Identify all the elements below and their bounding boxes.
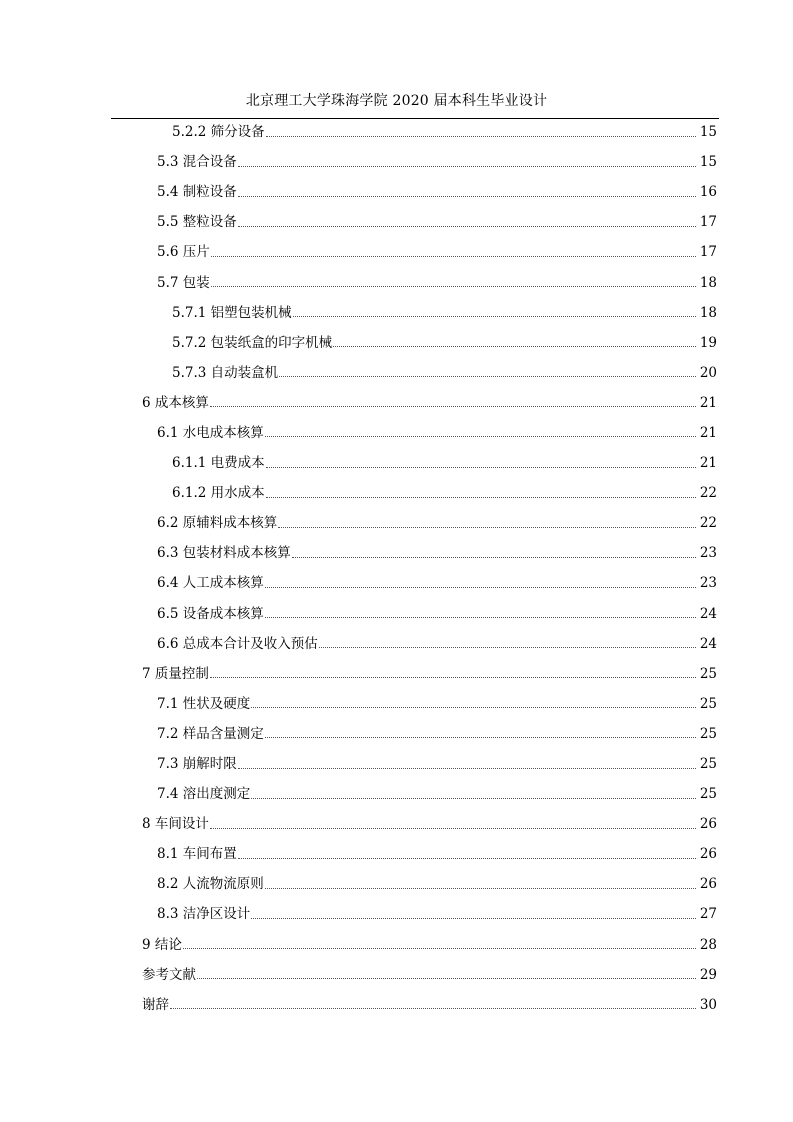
- toc-dot-leader: [238, 754, 696, 769]
- toc-entry[interactable]: [0, 629, 793, 659]
- toc-entry-title: 7.3 崩解时限: [157, 756, 237, 773]
- toc-page-number: 18: [699, 274, 717, 291]
- toc-dot-leader: [265, 603, 696, 618]
- toc-dot-leader: [293, 302, 696, 317]
- toc-entry-title: 5.7.1 铝塑包装机械: [172, 304, 292, 321]
- toc-dot-leader: [251, 904, 696, 919]
- toc-entry-title: 6.5 设备成本核算: [157, 605, 264, 622]
- toc-page-number: 22: [699, 485, 717, 502]
- toc-page-number: 17: [699, 244, 717, 261]
- toc-entry[interactable]: [0, 659, 793, 689]
- toc-entry-title: 5.5 整粒设备: [157, 214, 237, 231]
- toc-entry-title: 谢辞: [142, 996, 169, 1013]
- toc-entry[interactable]: [0, 538, 793, 568]
- toc-entry-title: 5.7.3 自动装盒机: [172, 364, 279, 381]
- toc-dot-leader: [266, 483, 696, 498]
- toc-page-number: 26: [699, 846, 717, 863]
- toc-dot-leader: [197, 964, 696, 979]
- toc-dot-leader: [238, 844, 696, 859]
- toc-dot-leader: [333, 332, 696, 347]
- toc-entry[interactable]: [0, 899, 793, 929]
- toc-page-number: 24: [699, 635, 717, 652]
- toc-page-number: 25: [699, 665, 717, 682]
- toc-entry[interactable]: [0, 418, 793, 448]
- toc-entry[interactable]: [0, 749, 793, 779]
- toc-page-number: 19: [699, 334, 717, 351]
- toc-entry-title: 5.7 包装: [157, 274, 210, 291]
- toc-entry-title: 5.7.2 包装纸盒的印字机械: [172, 334, 333, 351]
- toc-entry[interactable]: [0, 568, 793, 598]
- toc-dot-leader: [251, 784, 696, 799]
- toc-page-number: 21: [699, 394, 717, 411]
- toc-entry[interactable]: [0, 237, 793, 267]
- toc-entry[interactable]: [0, 689, 793, 719]
- toc-dot-leader: [266, 122, 696, 137]
- toc-entry-title: 5.4 制粒设备: [157, 184, 237, 201]
- toc-entry[interactable]: [0, 267, 793, 297]
- toc-page-number: 30: [699, 996, 717, 1013]
- toc-dot-leader: [211, 242, 696, 257]
- toc-entry[interactable]: [0, 599, 793, 629]
- toc-dot-leader: [211, 272, 696, 287]
- toc-entry-title: 参考文献: [142, 966, 196, 983]
- toc-dot-leader: [210, 663, 696, 678]
- toc-entry[interactable]: [0, 448, 793, 478]
- toc-entry[interactable]: [0, 869, 793, 899]
- toc-dot-leader: [266, 453, 696, 468]
- toc-page-number: 23: [699, 545, 717, 562]
- toc-dot-leader: [251, 693, 696, 708]
- toc-dot-leader: [183, 934, 696, 949]
- toc-entry[interactable]: [0, 478, 793, 508]
- toc-page-number: 21: [699, 455, 717, 472]
- toc-entry-title: 8.3 洁净区设计: [157, 906, 251, 923]
- toc-entry-title: 6.6 总成本合计及收入预估: [157, 635, 318, 652]
- toc-page-number: 21: [699, 424, 717, 441]
- toc-dot-leader: [238, 212, 696, 227]
- toc-page-number: 15: [699, 124, 717, 141]
- toc-entry-title: 8.2 人流物流原则: [157, 876, 264, 893]
- toc-entry[interactable]: [0, 839, 793, 869]
- toc-entry-title: 6.1 水电成本核算: [157, 424, 264, 441]
- toc-entry-title: 7.2 样品含量测定: [157, 725, 264, 742]
- toc-dot-leader: [210, 814, 696, 829]
- toc-dot-leader: [292, 543, 696, 558]
- toc-entry-title: 6.4 人工成本核算: [157, 575, 264, 592]
- toc-dot-leader: [170, 994, 696, 1009]
- toc-page-number: 27: [699, 906, 717, 923]
- toc-entry-title: 6 成本核算: [142, 394, 209, 411]
- toc-page-number: 29: [699, 966, 717, 983]
- toc-entry[interactable]: [0, 508, 793, 538]
- toc-page-number: 23: [699, 575, 717, 592]
- toc-page-number: 28: [699, 936, 717, 953]
- toc-entry-title: 7.4 溶出度测定: [157, 786, 251, 803]
- toc-entry-title: 7.1 性状及硬度: [157, 695, 251, 712]
- toc-entry-title: 5.6 压片: [157, 244, 210, 261]
- toc-entry[interactable]: [0, 930, 793, 960]
- toc-dot-leader: [238, 182, 696, 197]
- toc-page-number: 20: [699, 364, 717, 381]
- toc-entry-title: 7 质量控制: [142, 665, 209, 682]
- toc-dot-leader: [265, 573, 696, 588]
- toc-entry[interactable]: [0, 177, 793, 207]
- toc-dot-leader: [265, 723, 696, 738]
- toc-entry[interactable]: [0, 388, 793, 418]
- toc-entry[interactable]: [0, 719, 793, 749]
- toc-entry-title: 6.2 原辅料成本核算: [157, 515, 278, 532]
- toc-entry[interactable]: [0, 328, 793, 358]
- toc-entry[interactable]: [0, 117, 793, 147]
- table-of-contents: [0, 117, 793, 1020]
- toc-page-number: 15: [699, 154, 717, 171]
- toc-entry-title: 6.3 包装材料成本核算: [157, 545, 291, 562]
- toc-page-number: 18: [699, 304, 717, 321]
- toc-page-number: 25: [699, 725, 717, 742]
- toc-dot-leader: [279, 362, 696, 377]
- toc-dot-leader: [238, 152, 696, 167]
- toc-entry[interactable]: [0, 207, 793, 237]
- toc-page-number: 26: [699, 876, 717, 893]
- toc-page-number: 22: [699, 515, 717, 532]
- toc-dot-leader: [265, 422, 696, 437]
- toc-dot-leader: [278, 513, 696, 528]
- toc-entry-title: 6.1.2 用水成本: [172, 485, 265, 502]
- toc-entry[interactable]: [0, 358, 793, 388]
- page-header: 北京理工大学珠海学院 2020 届本科生毕业设计: [245, 93, 548, 109]
- toc-dot-leader: [319, 633, 696, 648]
- toc-entry-title: 8.1 车间布置: [157, 846, 237, 863]
- toc-entry[interactable]: [0, 298, 793, 328]
- toc-page-number: 25: [699, 695, 717, 712]
- toc-entry[interactable]: [0, 809, 793, 839]
- toc-dot-leader: [210, 392, 696, 407]
- toc-entry-title: 8 车间设计: [142, 816, 209, 833]
- toc-page-number: 24: [699, 605, 717, 622]
- toc-page-number: 25: [699, 756, 717, 773]
- toc-page-number: 26: [699, 816, 717, 833]
- toc-page-number: 17: [699, 214, 717, 231]
- toc-dot-leader: [265, 874, 696, 889]
- toc-entry[interactable]: [0, 960, 793, 990]
- toc-entry[interactable]: [0, 990, 793, 1020]
- toc-entry-title: 9 结论: [142, 936, 182, 953]
- toc-page-number: 16: [699, 184, 717, 201]
- toc-entry-title: 5.3 混合设备: [157, 154, 237, 171]
- toc-page-number: 25: [699, 786, 717, 803]
- toc-entry[interactable]: [0, 779, 793, 809]
- toc-entry-title: 5.2.2 筛分设备: [172, 124, 265, 141]
- toc-entry-title: 6.1.1 电费成本: [172, 455, 265, 472]
- toc-entry[interactable]: [0, 147, 793, 177]
